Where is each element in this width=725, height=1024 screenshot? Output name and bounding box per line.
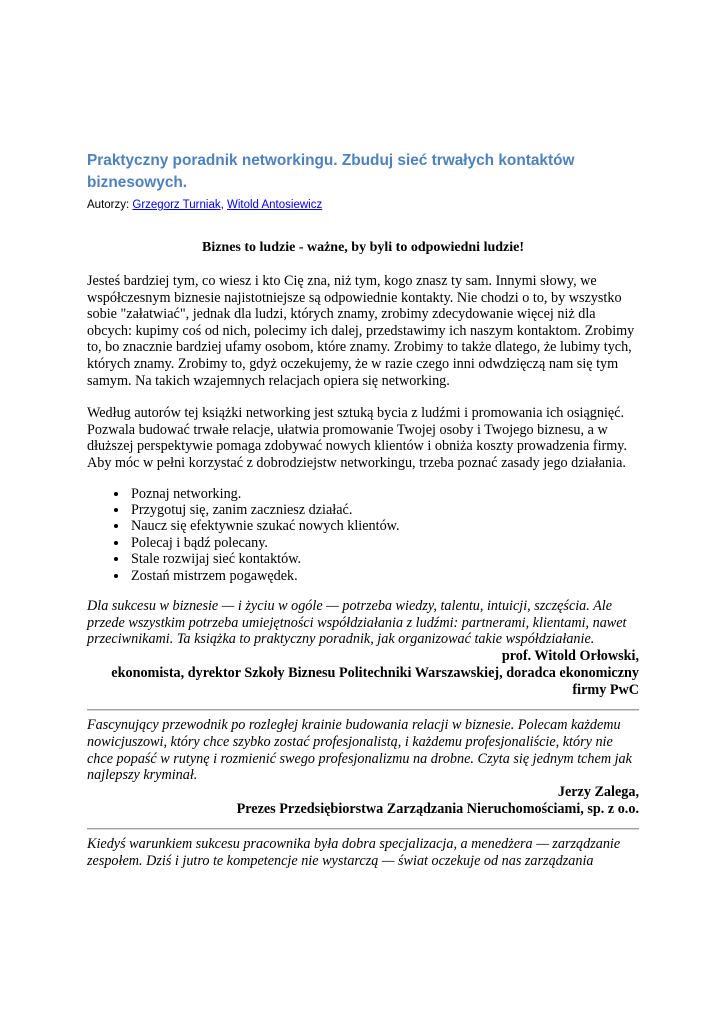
document-page xyxy=(87,150,639,869)
bullet-item: • Polecaj i bądź polecany. xyxy=(129,535,639,551)
book-title: Praktyczny poradnik networkingu. Zbuduj sieć trwałych kontaktów biznesowych. xyxy=(87,152,575,191)
endorsement-role: Prezes Przedsiębiorstwa Zarządzania Nieruchomościami, sp. z o.o. xyxy=(236,800,639,817)
authors-line xyxy=(87,197,639,213)
bullet-list xyxy=(87,486,639,584)
endorsement-name: Jerzy Zalega, xyxy=(557,783,639,800)
endorsement-name: prof. Witold Orłowski, xyxy=(501,647,639,664)
endorsement-quote: Kiedyś warunkiem sukcesu pracownika była dobra specjalizacja, a menedżera — zarządzanie zespołem. Dziś i jutro te kompetencje nie wystarczą — świat oczekuje od nas zarządzania xyxy=(87,836,621,869)
endorsement-quote: Dla sukcesu w biznesie — i życiu w ogóle — potrzeba wiedzy, talentu, intuicji, szczęścia. Ale przede wszystkim potrzeba umiejętności współdziałania z ludźmi: partnerami, klientami, nawet przeciwnikami. Ta książka to praktyczny poradnik, jak organizować takie współdziałanie. xyxy=(87,597,627,648)
divider xyxy=(87,828,639,830)
divider xyxy=(87,709,639,711)
bullet-item: • Stale rozwijaj sieć kontaktów. xyxy=(129,551,639,567)
endorsement-quote: Fascynujący przewodnik po rozległej krainie budowania relacji w biznesie. Polecam każdemu nowicjuszowi, który chce szybko zostać profesjonalistą, i każdemu profesjonaliście, który nie chce popaść w rutynę i rozmienić swego profesjonalizmu na drobne. Czyta się jednym tchem jak najlepszy kryminał. xyxy=(87,717,632,784)
bullet-item: • Naucz się efektywnie szukać nowych klientów. xyxy=(129,518,639,534)
paragraph: Według autorów tej książki networking jest sztuką bycia z ludźmi i promowania ich osiągnięć. Pozwala budować trwałe relacje, ułatwia promowanie Twojej osoby i Twojego biznesu, a w dłuższej perspektywie pomaga zdobywać nowych klientów i obniża koszty prowadzenia firmy. Aby móc w pełni korzystać z dobrodziejstw networkingu, trzeba poznać zasady jego działania. xyxy=(87,405,628,471)
paragraph: Jesteś bardziej tym, co wiesz i kto Cię zna, niż tym, kogo znasz ty sam. Innymi słowy, we współczesnym biznesie najistotniejsze są odpowiednie kontakty. Nie chodzi o to, by wszystko sobie "załatwiać", jednak dla ludzi, których znamy, zrobimy zdecydowanie więcej niż dla obcych: kupimy coś od nich, polecimy ich dalej, przedstawimy ich naszym kontaktom. Zrobimy to, bo znacznie bardziej ufamy osobom, które znamy. Zrobimy to także dlatego, że lubimy tych, których znamy. Zrobimy to, gdyż oczekujemy, że w razie czego inni odwdzięczą nam się tym samym. Na takich wzajemnych relacjach opiera się networking. xyxy=(87,273,635,389)
author-separator: , xyxy=(220,199,227,211)
author-link-turniak[interactable]: Grzegorz Turniak xyxy=(132,199,221,211)
bullet-item: • Przygotuj się, zanim zaczniesz działać. xyxy=(129,502,639,518)
authors-label: Autorzy: xyxy=(87,199,130,211)
author-link-antosiewicz[interactable]: Witold Antosiewicz xyxy=(226,199,323,211)
section-heading: Biznes to ludzie - ważne, by byli to odpowiedni ludzie! xyxy=(201,240,525,255)
bullet-item: • Poznaj networking. xyxy=(129,486,639,502)
bullet-item: • Zostań mistrzem pogawędek. xyxy=(129,568,639,584)
endorsement-role: ekonomista, dyrektor Szkoły Biznesu Politechniki Warszawskiej, doradca ekonomiczny firmy PwC xyxy=(111,664,639,699)
